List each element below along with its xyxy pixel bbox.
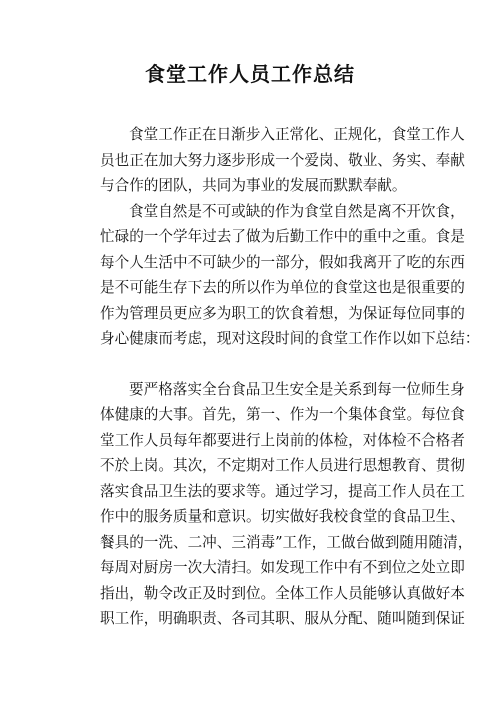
paragraph-line: 食堂自然是不可或缺的作为食堂自然是离不开饮食， bbox=[129, 202, 465, 220]
paragraph-line: 堂工作人员每年都要进行上岗前的体检，对体检不合格者 bbox=[100, 431, 465, 449]
paragraph-line: 忙碌的一个学年过去了做为后勤工作中的重中之重。食是 bbox=[100, 228, 465, 245]
paragraph-line: 员也正在加大努力逐步形成一个爱岗、敬业、务实、奉献 bbox=[100, 151, 465, 169]
paragraph-line: 职工作，明确职责、各司其职、服从分配、随叫随到保证 bbox=[100, 610, 465, 627]
paragraph-line: 身心健康而考虑，现对这段时间的食堂工作作以如下总结： bbox=[100, 330, 480, 347]
paragraph-2 bbox=[100, 199, 480, 352]
paragraph-line: 每周对厨房一次大清扫。如发现工作中有不到位之处立即 bbox=[100, 559, 465, 576]
paragraph-line: 要严格落实全台食品卫生安全是关系到每一位师生身 bbox=[129, 380, 465, 398]
paragraph-line: 每个人生活中不可缺少的一部分，假如我离开了吃的东西 bbox=[100, 253, 465, 271]
document-body bbox=[100, 122, 480, 632]
paragraph-line: 与合作的团队，共同为事业的发展而默默奉献。 bbox=[100, 177, 407, 194]
paragraph-line: 餐具的一洗、二冲、三消毒”工作，工做台做到随用随清， bbox=[100, 533, 473, 551]
paragraph-line: 落实食品卫生法的要求等。通过学习，提高工作人员在工 bbox=[100, 482, 465, 500]
paragraph-1 bbox=[100, 122, 465, 199]
paragraph-line: 作为管理员更应多为职工的饮食着想，为保证每位同事的 bbox=[100, 304, 465, 322]
paragraph-line: 食堂工作正在日渐步入正常化、正规化，食堂工作人 bbox=[129, 126, 465, 143]
paragraph-line: 体健康的大事。首先，第一、作为一个集体食堂。每位食 bbox=[100, 406, 465, 423]
paragraph-3 bbox=[100, 377, 473, 632]
paragraph-line: 不於上岗。其次，不定期对工作人员进行思想教育、贯彻 bbox=[100, 457, 465, 474]
paragraph-line: 指出，勒令改正及时到位。全体工作人员能够认真做好本 bbox=[100, 584, 465, 602]
document-title: 食堂工作人员工作总结 bbox=[145, 62, 355, 86]
paragraph-line: 是不可能生存下去的所以作为单位的食堂这也是很重要的 bbox=[100, 279, 465, 296]
paragraph-line: 作中的服务质量和意识。切实做好我校食堂的食品卫生、 bbox=[100, 508, 465, 525]
paragraph-gap bbox=[100, 352, 405, 377]
